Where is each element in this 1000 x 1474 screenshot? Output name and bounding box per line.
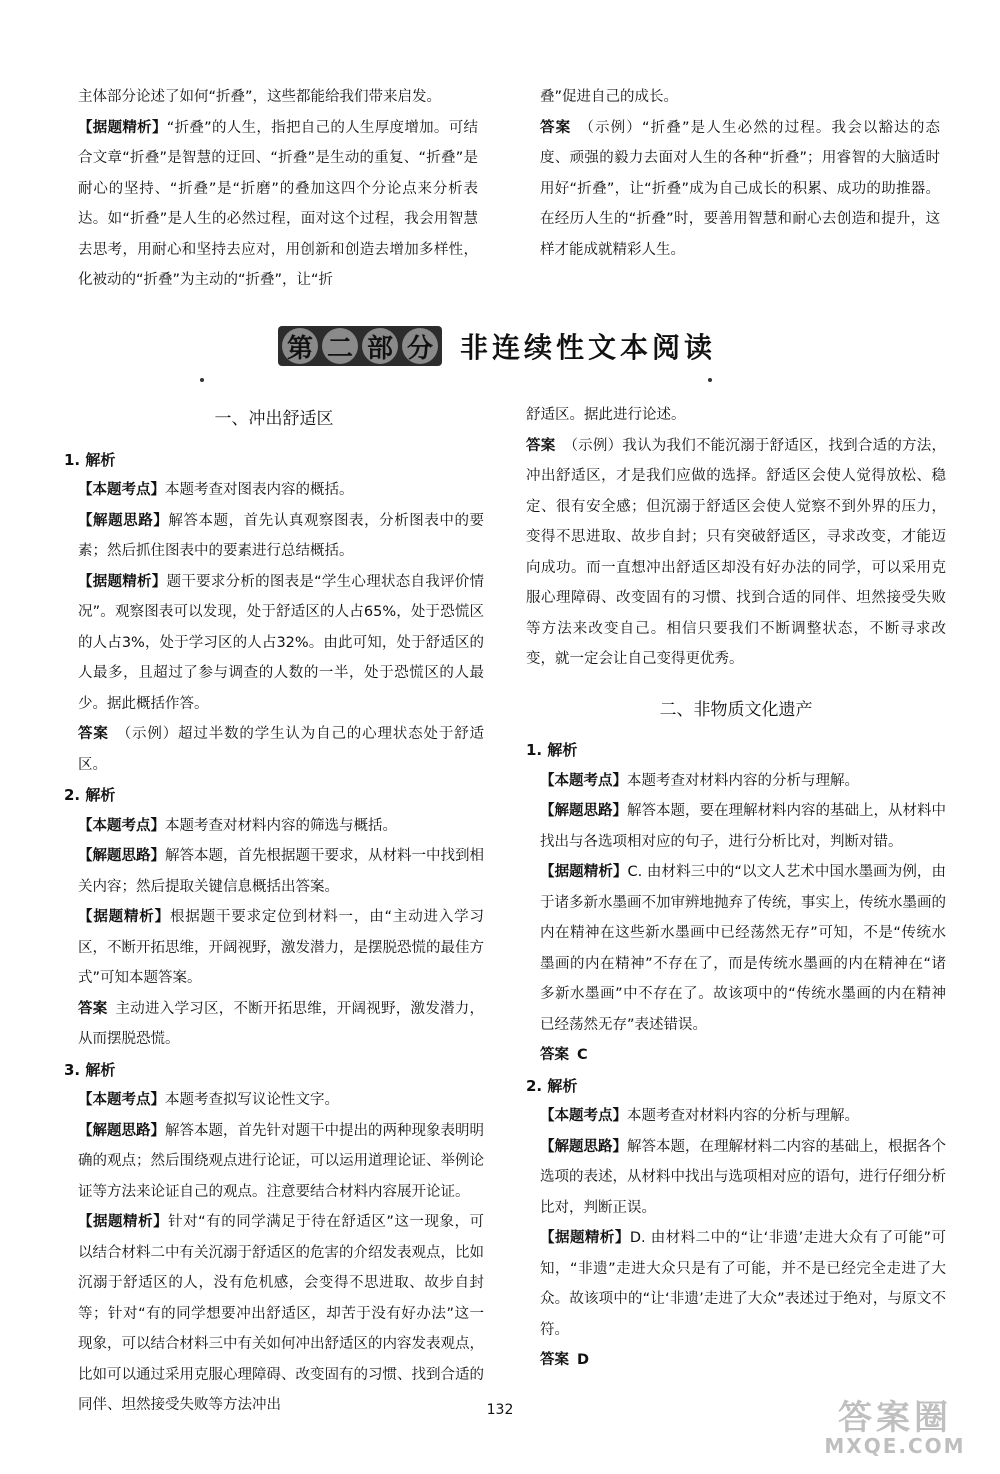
tag-label: 【据题精析】: [78, 909, 170, 925]
point-text: 本题考查对图表内容的概括。: [165, 482, 354, 498]
point-text: 本题考查对材料内容的分析与理解。: [627, 1108, 859, 1124]
part-title: 非连续性文本阅读: [460, 331, 717, 364]
part-chip: 部: [362, 328, 398, 364]
answer-paragraph: [526, 431, 946, 675]
approach-text: 解答本题，要在理解材料内容的基础上，从材料中找出与各选项相对应的句子，进行分析比对，判断对错。: [540, 803, 946, 850]
point-text: 本题考查拟写议论性文字。: [165, 1092, 339, 1108]
question-heading: 1. 解析: [64, 450, 116, 469]
tag-label: 【解题思路】: [78, 512, 169, 529]
answer-text: C: [577, 1047, 588, 1063]
analysis-paragraph: [64, 902, 484, 994]
point-paragraph: [64, 811, 484, 842]
approach-paragraph: [64, 841, 484, 902]
answer-label: 答案: [78, 1000, 108, 1017]
answer-label: 答案: [540, 119, 572, 136]
answer-text: （示例）“折叠”是人生必然的过程。我会以豁达的态度、顽强的毅力去面对人生的各种“折叠”；用睿智的大脑适时用好“折叠”，让“折叠”成为自己成长的积累、成功的助推器。在经历人生的“折叠”时，要善用智慧和耐心去创造和提升，这样才能成就精彩人生。: [540, 119, 941, 258]
tag-label: 【据题精析】: [540, 864, 628, 880]
question-heading: 2. 解析: [64, 786, 116, 804]
answer-text: D: [577, 1352, 590, 1368]
approach-paragraph: [526, 1132, 946, 1224]
paragraph: 舒适区。据此进行论述。: [526, 407, 686, 423]
divider-dot: [200, 378, 204, 382]
analysis-paragraph: [526, 1223, 946, 1345]
page-number: 132: [486, 1402, 514, 1418]
top-right-column: [540, 82, 940, 265]
tag-label: 【据题精析】: [78, 1214, 169, 1230]
analysis-text: “折叠”的人生，指把自己的人生厚度增加。可结合文章“折叠”是智慧的迂回、“折叠”是生动的重复、“折叠”是耐心的坚持、“折叠”是“折磨”的叠加这四个分论点来分析表达。如“折叠”是人生的必然过程，面对这个过程，我会用智慧去思考，用耐心和坚持去应对，用创新和创造去增加多样性，化被动的“折叠”为主动的“折叠”，让“折: [78, 119, 479, 288]
paragraph: 叠”促进自己的成长。: [540, 89, 679, 105]
tag-label: 【本题考点】: [78, 1092, 165, 1108]
top-left-column: [78, 82, 478, 296]
tag-label: 【本题考点】: [78, 817, 165, 834]
left-column: [64, 400, 484, 1421]
point-paragraph: [526, 766, 946, 797]
analysis-text: 根据题干要求定位到材料一，由“主动进入学习区，不断开拓思维，开阔视野，激发潜力，是摆脱恐慌的最佳方式”可知本题答案。: [78, 909, 485, 986]
answer-paragraph: [526, 1040, 946, 1071]
section-title: 二、非物质文化遗产: [659, 699, 813, 720]
answer-text: （示例）我认为我们不能沉溺于舒适区，找到合适的方法，冲出舒适区，才是我们应做的选择。舒适区会使人觉得放松、稳定、很有安全感；但沉溺于舒适区会使人觉察不到外界的压力，变得不思进取、故步自封；只有突破舒适区，寻求改变，才能迈向成功。而一直想冲出舒适区却没有好办法的同学，可以采用克服心理障碍、改变固有的习惯、找到合适的同伴、坦然接受失败等方法来改变自己。相信只要我们不断调整状态，不断寻求改变，就一定会让自己变得更优秀。: [526, 437, 947, 667]
answer-paragraph: [64, 994, 484, 1055]
answer-label: 答案: [540, 1047, 569, 1063]
part-chip-row: [278, 326, 442, 366]
question-heading: 1. 解析: [526, 741, 578, 759]
analysis-text: 题干要求分析的图表是“学生心理状态自我评价情况”。观察图表可以发现，处于舒适区的人占65%，处于恐慌区的人占3%，处于学习区的人占32%。由此可知，处于舒适区的人最多，且超过了参与调查的人数的一半，处于恐慌区的人最少。据此概括作答。: [78, 573, 485, 712]
point-paragraph: [64, 1085, 484, 1116]
analysis-text: C. 由材料三中的“以文人艺术中国水墨画为例，由于诸多新水墨画不加审辨地抛弃了传统，事实上，传统水墨画的内在精神在这些新水墨画中已经荡然无存”可知，不是“传统水墨画的内在精神”不存在了，而是传统水墨画的内在精神在“诸多新水墨画”中不存在了。故该项中的“传统水墨画的内在精神已经荡然无存”表述错误。: [540, 864, 947, 1033]
approach-paragraph: [64, 506, 484, 567]
analysis-paragraph: [78, 113, 478, 296]
analysis-paragraph: [64, 1207, 484, 1421]
question-heading: 2. 解析: [526, 1076, 578, 1095]
right-column: [526, 400, 946, 1376]
analysis-paragraph: [526, 857, 946, 1040]
part-banner: [278, 325, 738, 367]
answer-label: 答案: [540, 1352, 569, 1368]
tag-label: 【本题考点】: [78, 482, 165, 498]
part-chip: 二: [322, 328, 358, 364]
part-chip: 第: [282, 328, 318, 364]
answer-paragraph: [526, 1345, 946, 1376]
analysis-paragraph: [64, 567, 484, 720]
question-heading: 3. 解析: [64, 1060, 116, 1079]
watermark-line: MXQE.COM: [824, 1434, 966, 1458]
watermark-line: 答案圈: [838, 1398, 952, 1438]
tag-label: 【本题考点】: [540, 772, 627, 789]
answer-text: 主动进入学习区，不断开拓思维，开阔视野，激发潜力，从而摆脱恐慌。: [78, 1000, 484, 1047]
answer-label: 答案: [526, 437, 556, 454]
analysis-text: D. 由材料二中的“让‘非遗’走进大众有了可能”可知，“非遗”走进大众只是有了可能，并不是已经完全走进了大众。故该项中的“让‘非遗’走进了大众”表述过于绝对，与原文不符。: [540, 1230, 947, 1338]
approach-text: 解答本题，在理解材料二内容的基础上，根据各个选项的表述，从材料中找出与选项相对应的语句，进行仔细分析比对，判断正误。: [540, 1138, 946, 1216]
answer-paragraph: [64, 719, 484, 780]
tag-label: 【据题精析】: [78, 573, 167, 590]
divider-dot: [708, 378, 712, 382]
tag-label: 【解题思路】: [540, 1138, 627, 1155]
approach-text: 解答本题，首先针对题干中提出的两种现象表明明确的观点；然后围绕观点进行论证，可以运用道理论证、举例论证等方法来论证自己的观点。注意要结合材料内容展开论证。: [78, 1122, 484, 1200]
point-text: 本题考查对材料内容的筛选与概括。: [165, 817, 397, 834]
approach-text: 解答本题，首先根据题干要求，从材料一中找到相关内容；然后提取关键信息概括出答案。: [78, 848, 484, 895]
approach-paragraph: [64, 1116, 484, 1208]
tag-label: 【解题思路】: [78, 1122, 165, 1139]
tag-label: 【本题考点】: [540, 1108, 627, 1124]
answer-text: （示例）超过半数的学生认为自己的心理状态处于舒适区。: [78, 726, 485, 773]
answer-paragraph: [540, 113, 940, 266]
tag-label: 【解题思路】: [540, 803, 627, 819]
section-title: 一、冲出舒适区: [214, 409, 334, 429]
tag-label: 【据题精析】: [78, 119, 167, 136]
part-chip: 分: [402, 328, 438, 364]
tag-label: 【据题精析】: [540, 1230, 630, 1246]
point-text: 本题考查对材料内容的分析与理解。: [627, 772, 859, 789]
tag-label: 【解题思路】: [78, 848, 165, 864]
point-paragraph: [64, 475, 484, 506]
point-paragraph: [526, 1101, 946, 1132]
approach-text: 解答本题，首先认真观察图表，分析图表中的要素；然后抓住图表中的要素进行总结概括。: [78, 512, 485, 559]
watermark-logo: [805, 1398, 985, 1466]
paragraph: 主体部分论述了如何“折叠”，这些都能给我们带来启发。: [78, 89, 442, 105]
approach-paragraph: [526, 796, 946, 857]
answer-label: 答案: [78, 726, 109, 742]
analysis-text: 针对“有的同学满足于待在舒适区”这一现象，可以结合材料二中有关沉溺于舒适区的危害的介绍发表观点，比如沉溺于舒适区的人，没有危机感，会变得不思进取、故步自封等；针对“有的同学想要冲出舒适区，却苦于没有好办法”这一现象，可以结合材料三中有关如何冲出舒适区的内容发表观点，比如可以通过采用克服心理障碍、改变固有的习惯、找到合适的同伴、坦然接受失败等方法冲出: [78, 1214, 484, 1413]
